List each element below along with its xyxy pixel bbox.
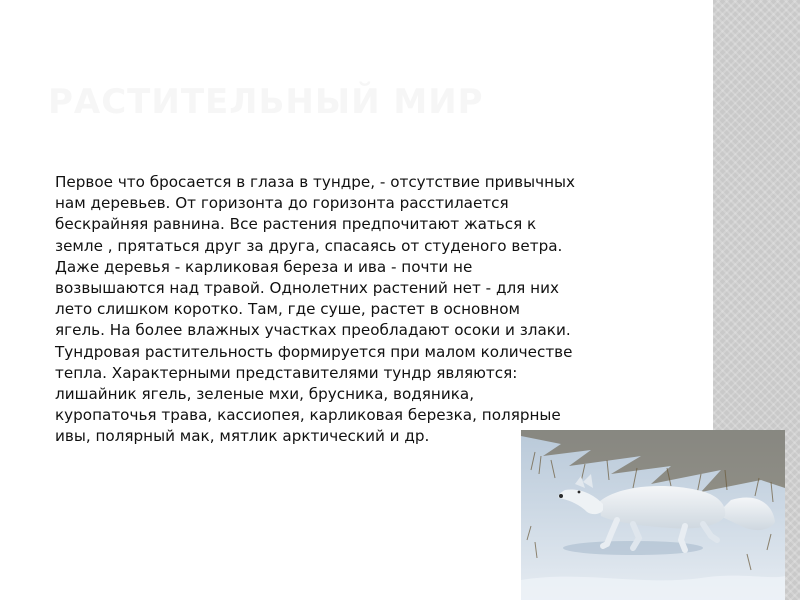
- slide-body-text: Первое что бросается в глаза в тундре, - отсутствие привычных нам деревьев. От горизонта до горизонта расстилается бескрайняя равнина. Все растения предпочитают жаться к земле , прятаться друг за друга, спасаясь от студеного ветра. Даже деревья - карликовая береза и ива - почти не возвышаются над травой. Однолетних растений нет - для них лето слишком коротко. Там, где суше, растет в основном ягель. На более влажных участках преобладают осоки и злаки. Тундровая растительность формируется при малом количестве тепла. Характерными представителями тундр являются: лишайник ягель, зеленые мхи, брусника, водяника, куропаточья трава, кассиопея, карликовая березка, полярные ивы, полярный мак, мятлик арктический и др.: [55, 173, 575, 446]
- slide-title: РАСТИТЕЛЬНЫЙ МИР: [48, 82, 484, 122]
- arctic-fox-photo: [521, 430, 785, 600]
